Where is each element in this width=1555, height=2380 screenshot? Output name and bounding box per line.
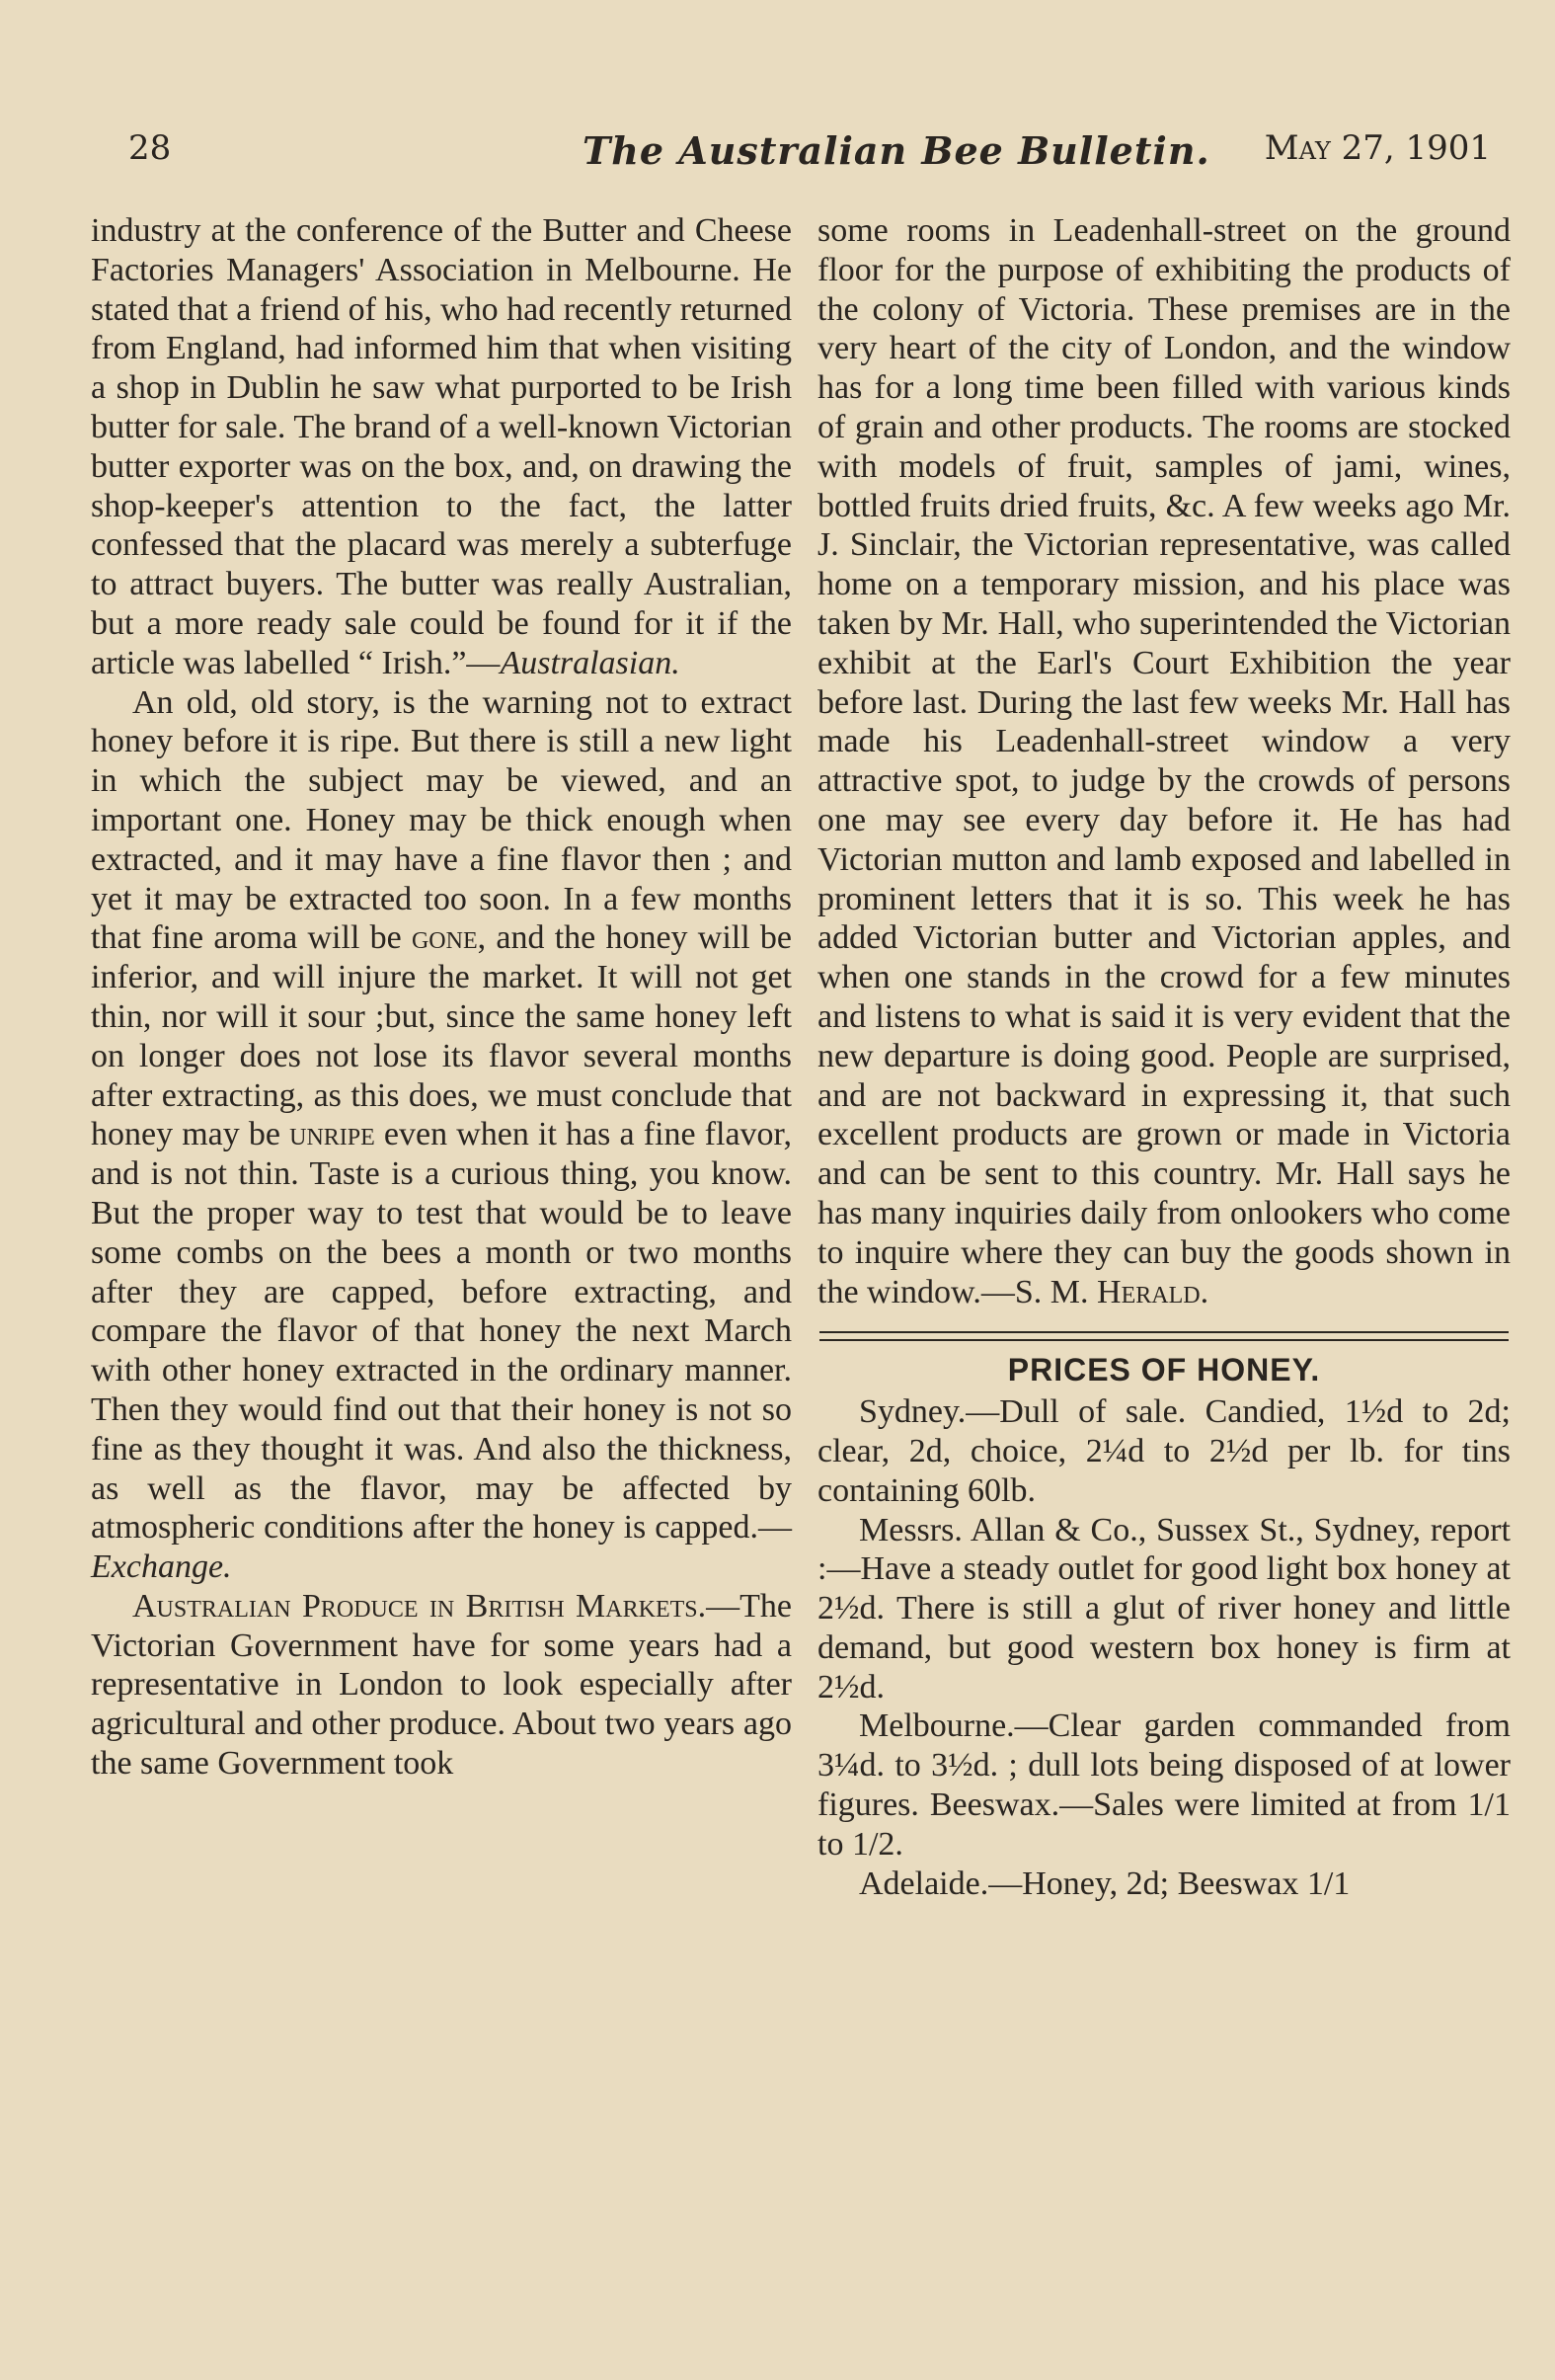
price-report-allan: Messrs. Allan & Co., Sussex St., Sydney, report :—Have a steady outlet for good light box honey at 2½d. There is still a glut of river honey and little demand, but good western box honey is firm at 2½d. [817,1511,1511,1706]
emphasis-gone: gone [411,919,478,957]
emphasis-unripe: unripe [289,1116,375,1153]
produce-continued-text: some rooms in Leadenhall-street on the ground floor for the purpose of exhibiting the products of the colony of Victoria. These premises are in the very heart of the city of London, and the window has for a long time been filled with various kinds of grain and other products. The rooms are stocked with models of fruit, samples of jami, wines, bottled fruits dried fruits, &c. A few weeks ago Mr. J. Sinclair, the Victorian representative, was called home on a temporary mission, and his place was taken by Mr. Hall, who superintended the Victorian exhibit at the Earl's Court Exhibition the year before last. During the last few weeks Mr. Hall has made his Leadenhall-street window a very attractive spot, to judge by the crowds of persons one may see every day before it. He has had Victorian mutton and lamb exposed and labelled in prominent letters that it is so. This week he has added Victorian butter and Victorian apples, and when one stands in the crowd for a few minutes and listens to what is said it is very evident that the new departure is doing good. People are surprised, and are not backward in expressing it, that such excellent products are grown or made in Victoria and can be sent to this country. Mr. Hall says he has many inquiries daily from onlookers who come to inquire where they can buy the goods shown in the window.—S. M. [817,212,1511,1310]
page-header [89,128,1491,188]
left-column [91,211,792,1784]
butter-article [91,211,792,683]
honey-ripeness-source: Exchange. [91,1548,232,1586]
section-divider [819,1331,1509,1341]
issue-date: May 27, 1901 [1264,128,1491,168]
butter-article-text: industry at the conference of the Butter and Cheese Factories Managers' Association in Melbourne. He stated that a friend of his, who had recently returned from England, had informed him that when visiting a shop in Dublin he saw what purported to be Irish butter for sale. The brand of a well-known Victorian butter exporter was on the box, and, on drawing the shop-keeper's attention to the fact, the latter confessed that the placard was merely a subterfuge to attract buyers. The butter was really Australian, but a more ready sale could be found for it if the article was labelled “ Irish.”— [91,212,792,681]
right-column [817,211,1511,1903]
journal-title: The Australian Bee Bulletin. [583,128,1210,173]
price-report-sydney: Sydney.—Dull of sale. Candied, 1½d to 2d; clear, 2d, choice, 2¼d to 2½d per lb. for tins containing 60lb. [817,1393,1511,1509]
page-number: 28 [128,128,172,168]
butter-article-source: Australasian. [500,644,680,681]
produce-article-text: —The Victorian Government have for some years had a representative in London to look especially after agricultural and other produce. About two years ago the same Government took [91,1587,792,1783]
produce-article-continued [817,211,1511,1311]
produce-article-heading: Australian Produce in British Markets. [132,1587,707,1625]
prices-of-honey-heading: PRICES OF HONEY. [1007,1352,1321,1388]
honey-ripeness-text-a: An old, old story, is the warning not to extract honey before it is ripe. But there is still a new light in which the subject may be viewed, and an important one. Honey may be thick enough when extracted, and it may have a fine flavor then ; and yet it may be extracted too soon. In a few months that fine aroma will be [91,683,792,957]
price-report-melbourne: Melbourne.—Clear garden commanded from 3¼d. to 3½d. ; dull lots being disposed of at lower figures. Beeswax.—Sales were limited at from 1/1 to 1/2. [817,1707,1511,1863]
price-report-adelaide: Adelaide.—Honey, 2d; Beeswax 1/1 [859,1864,1351,1902]
produce-article [91,1587,792,1784]
honey-ripeness-text-b: , and the honey will be inferior, and will injure the market. It will not get thin, nor will it sour ;but, since the same honey left on longer does not lose its flavor several months after extracting, as this does, we must conclude that honey may be [91,919,793,1153]
honey-ripeness-article [91,683,792,1587]
produce-article-source: Herald. [1097,1273,1209,1310]
honey-ripeness-text-c: even when it has a fine flavor, and is not thin. Taste is a curious thing, you know. But the proper way to test that would be to leave some combs on the bees a month or two months after they are capped, before extracting, and compare the flavor of that honey the next March with other honey extracted in the ordinary manner. Then they would find out that their honey is not so fine as they thought it was. And also the thickness, as well as the flavor, may be affected by atmospheric conditions after the honey is capped.— [91,1116,793,1547]
